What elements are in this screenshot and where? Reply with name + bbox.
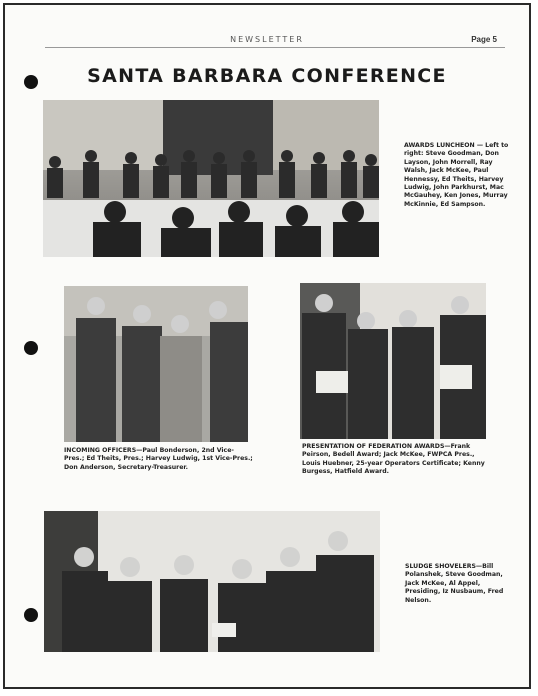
incoming-officers-image — [64, 286, 248, 442]
sludge-shovelers-photo — [44, 511, 380, 652]
binder-hole-top — [24, 75, 38, 89]
sludge-shovelers-image — [44, 511, 380, 652]
page-number: Page 5 — [471, 35, 497, 44]
awards-luncheon-photo — [43, 100, 379, 257]
newsletter-header: NEWSLETTER — [230, 35, 304, 44]
federation-awards-photo — [300, 283, 486, 439]
federation-awards-image — [300, 283, 486, 439]
page-title: SANTA BARBARA CONFERENCE — [87, 65, 447, 87]
incoming-officers-caption: INCOMING OFFICERS—Paul Bonderson, 2nd Vice-Pres.; Ed Theits, Pres.; Harvey Ludwig, 1st Vice-Pres.; Don Anderson, Secretary-Treasurer. — [64, 447, 253, 471]
header-rule — [45, 47, 505, 48]
awards-luncheon-image — [43, 100, 379, 257]
incoming-officers-photo — [64, 286, 248, 442]
binder-hole-bottom — [24, 608, 38, 622]
binder-hole-middle — [24, 341, 38, 355]
sludge-shovelers-caption: SLUDGE SHOVELERS—Bill Polanshek, Steve Goodman, Jack McKee, Al Appel, Presiding, Iz Nusbaum, Fred Nelson. — [405, 563, 504, 604]
awards-luncheon-caption: AWARDS LUNCHEON — Left to right: Steve Goodman, Don Layson, John Morrell, Ray Walsh, Jack McKee, Paul Hennessy, Ed Theits, Harvey Ludwig, John Parkhurst, Mac McGauhey, Ken Jones, Murray McKinnie, Ed Sampson. — [404, 142, 509, 208]
federation-awards-caption: PRESENTATION OF FEDERATION AWARDS—Frank Peirson, Bedell Award; Jack McKee, FWPCA Pres., Louis Huebner, 25-year Operators Certificate; Kenny Burgess, Hatfield Award. — [302, 443, 485, 476]
